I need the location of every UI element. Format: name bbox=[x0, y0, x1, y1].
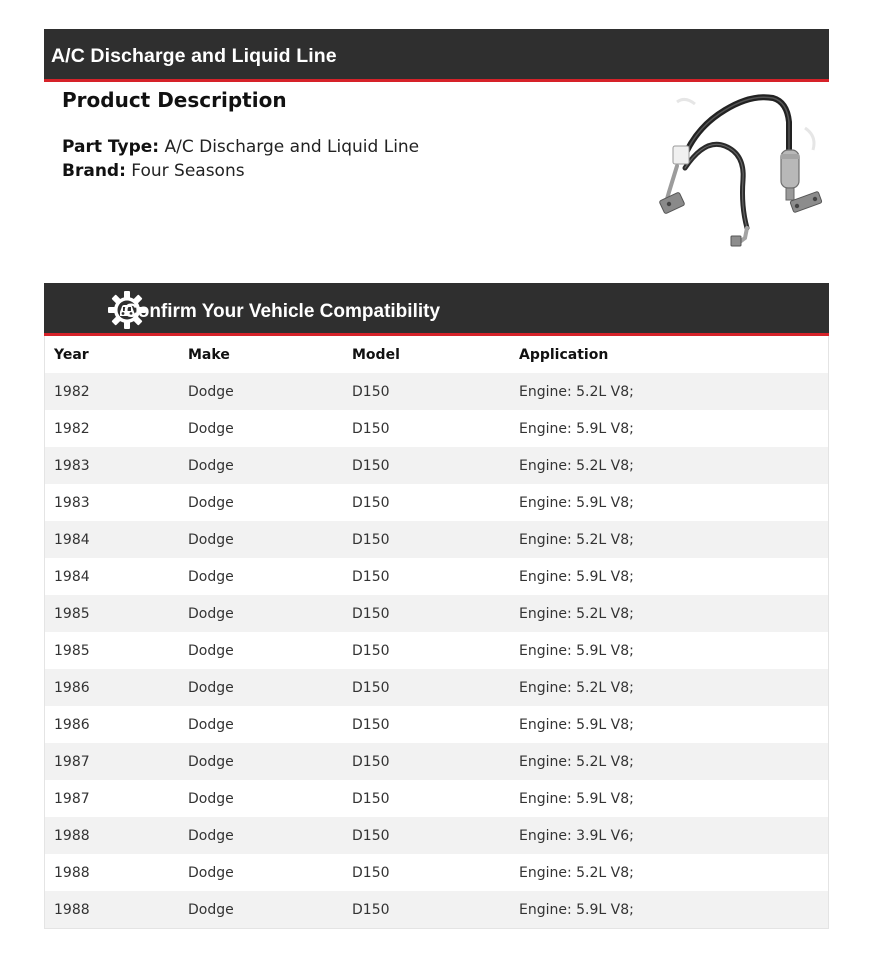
cell-model: D150 bbox=[352, 421, 390, 437]
table-body bbox=[45, 373, 828, 928]
brand-value: Four Seasons bbox=[131, 161, 245, 181]
part-type-line bbox=[62, 137, 419, 157]
cell-application: Engine: 5.9L V8; bbox=[519, 569, 634, 585]
table-row bbox=[45, 891, 828, 928]
cell-year: 1984 bbox=[54, 569, 90, 585]
column-header-application: Application bbox=[519, 347, 609, 363]
cell-year: 1987 bbox=[54, 754, 90, 770]
table-row bbox=[45, 743, 828, 780]
cell-make: Dodge bbox=[188, 532, 234, 548]
cell-make: Dodge bbox=[188, 384, 234, 400]
cell-year: 1985 bbox=[54, 643, 90, 659]
cell-model: D150 bbox=[352, 865, 390, 881]
cell-year: 1982 bbox=[54, 421, 90, 437]
cell-make: Dodge bbox=[188, 421, 234, 437]
cell-make: Dodge bbox=[188, 791, 234, 807]
cell-application: Engine: 5.9L V8; bbox=[519, 421, 634, 437]
table-row bbox=[45, 632, 828, 669]
compatibility-table bbox=[44, 336, 829, 929]
cell-application: Engine: 5.9L V8; bbox=[519, 717, 634, 733]
table-row bbox=[45, 447, 828, 484]
title-banner bbox=[44, 29, 829, 82]
cell-year: 1987 bbox=[54, 791, 90, 807]
cell-make: Dodge bbox=[188, 606, 234, 622]
cell-year: 1986 bbox=[54, 680, 90, 696]
cell-make: Dodge bbox=[188, 458, 234, 474]
table-header bbox=[45, 336, 828, 373]
table-row bbox=[45, 484, 828, 521]
cell-application: Engine: 3.9L V6; bbox=[519, 828, 634, 844]
compatibility-title: Confirm Your Vehicle Compatibility bbox=[124, 301, 441, 322]
cell-application: Engine: 5.2L V8; bbox=[519, 384, 634, 400]
part-type-label: Part Type: bbox=[62, 137, 160, 157]
cell-model: D150 bbox=[352, 791, 390, 807]
brand-line bbox=[62, 161, 245, 181]
table-row bbox=[45, 410, 828, 447]
cell-year: 1985 bbox=[54, 606, 90, 622]
cell-model: D150 bbox=[352, 902, 390, 918]
cell-application: Engine: 5.9L V8; bbox=[519, 791, 634, 807]
cell-make: Dodge bbox=[188, 569, 234, 585]
cell-year: 1984 bbox=[54, 532, 90, 548]
compatibility-banner bbox=[44, 283, 829, 336]
cell-model: D150 bbox=[352, 606, 390, 622]
cell-model: D150 bbox=[352, 717, 390, 733]
cell-application: Engine: 5.2L V8; bbox=[519, 865, 634, 881]
cell-make: Dodge bbox=[188, 717, 234, 733]
cell-application: Engine: 5.2L V8; bbox=[519, 458, 634, 474]
part-type-value: A/C Discharge and Liquid Line bbox=[164, 137, 420, 157]
cell-year: 1983 bbox=[54, 458, 90, 474]
cell-application: Engine: 5.9L V8; bbox=[519, 902, 634, 918]
cell-model: D150 bbox=[352, 384, 390, 400]
cell-year: 1982 bbox=[54, 384, 90, 400]
cell-application: Engine: 5.2L V8; bbox=[519, 606, 634, 622]
cell-model: D150 bbox=[352, 532, 390, 548]
cell-make: Dodge bbox=[188, 902, 234, 918]
cell-year: 1988 bbox=[54, 865, 90, 881]
cell-model: D150 bbox=[352, 754, 390, 770]
brand-label: Brand: bbox=[62, 161, 126, 181]
product-title: A/C Discharge and Liquid Line bbox=[51, 45, 337, 67]
cell-year: 1988 bbox=[54, 902, 90, 918]
table-row bbox=[45, 595, 828, 632]
table-row bbox=[45, 817, 828, 854]
column-header-year: Year bbox=[54, 347, 89, 363]
cell-make: Dodge bbox=[188, 754, 234, 770]
cell-make: Dodge bbox=[188, 865, 234, 881]
cell-year: 1986 bbox=[54, 717, 90, 733]
column-header-model: Model bbox=[352, 347, 400, 363]
cell-application: Engine: 5.9L V8; bbox=[519, 643, 634, 659]
cell-model: D150 bbox=[352, 680, 390, 696]
cell-model: D150 bbox=[352, 495, 390, 511]
cell-make: Dodge bbox=[188, 643, 234, 659]
column-header-make: Make bbox=[188, 347, 230, 363]
table-row bbox=[45, 669, 828, 706]
product-description-heading: Product Description bbox=[62, 88, 287, 112]
cell-application: Engine: 5.2L V8; bbox=[519, 532, 634, 548]
cell-model: D150 bbox=[352, 569, 390, 585]
cell-year: 1988 bbox=[54, 828, 90, 844]
cell-model: D150 bbox=[352, 643, 390, 659]
cell-make: Dodge bbox=[188, 495, 234, 511]
cell-application: Engine: 5.9L V8; bbox=[519, 495, 634, 511]
cell-application: Engine: 5.2L V8; bbox=[519, 754, 634, 770]
table-row bbox=[45, 521, 828, 558]
table-row bbox=[45, 558, 828, 595]
table-row bbox=[45, 706, 828, 743]
table-row bbox=[45, 854, 828, 891]
table-row bbox=[45, 780, 828, 817]
cell-make: Dodge bbox=[188, 680, 234, 696]
cell-make: Dodge bbox=[188, 828, 234, 844]
cell-model: D150 bbox=[352, 828, 390, 844]
cell-year: 1983 bbox=[54, 495, 90, 511]
ac-hose-assembly-image bbox=[655, 88, 830, 250]
cell-application: Engine: 5.2L V8; bbox=[519, 680, 634, 696]
table-row bbox=[45, 373, 828, 410]
cell-model: D150 bbox=[352, 458, 390, 474]
